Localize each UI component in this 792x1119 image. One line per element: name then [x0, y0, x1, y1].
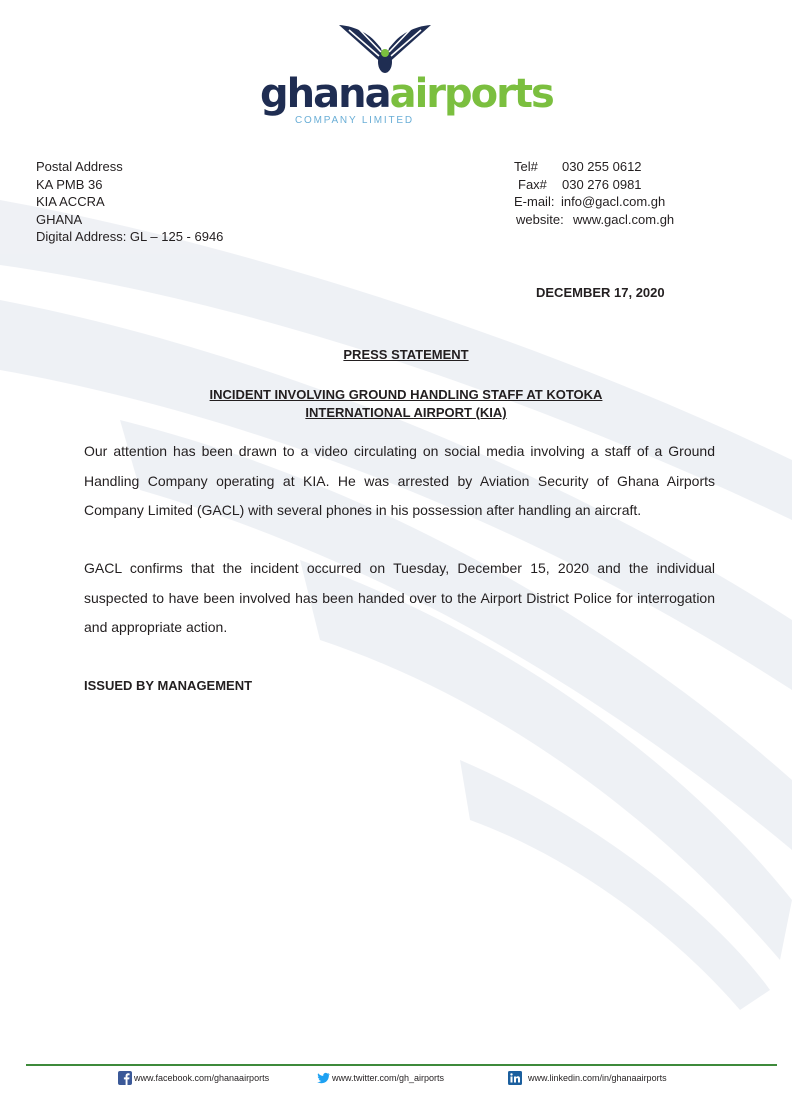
tel-value: 030 255 0612 — [562, 159, 642, 174]
statement-date: DECEMBER 17, 2020 — [536, 285, 665, 300]
statement-title-line-1: INCIDENT INVOLVING GROUND HANDLING STAFF AT KOTOKA — [209, 387, 603, 402]
statement-title-line-2: INTERNATIONAL AIRPORT (KIA) — [305, 405, 507, 420]
press-statement-heading: PRESS STATEMENT — [343, 347, 469, 362]
footer-divider — [26, 1064, 777, 1066]
twitter-url: www.twitter.com/gh_airports — [332, 1073, 445, 1083]
email-label: E-mail: — [514, 194, 555, 210]
linkedin-link[interactable] — [508, 1071, 667, 1085]
statement-title — [0, 386, 792, 422]
digital-address: Digital Address: GL – 125 - 6946 — [36, 229, 224, 245]
issued-by: ISSUED BY MANAGEMENT — [84, 678, 253, 693]
tel-label: Tel# — [514, 159, 538, 174]
contact-block — [514, 158, 674, 228]
postal-city: KIA ACCRA — [36, 194, 105, 210]
postal-address-block — [36, 158, 223, 246]
email-row — [514, 193, 674, 211]
logo-word-ghana: ghana — [260, 71, 390, 117]
postal-address-label: Postal Address — [36, 159, 123, 174]
logo-subtitle: COMPANY LIMITED — [295, 115, 414, 126]
website-label: website: — [516, 211, 564, 227]
email-link[interactable]: info@gacl.com.gh — [561, 194, 666, 210]
tel-row — [514, 158, 674, 176]
linkedin-icon — [508, 1071, 522, 1085]
website-row — [514, 211, 674, 229]
postal-box: KA PMB 36 — [36, 176, 103, 192]
website-link[interactable]: www.gacl.com.gh — [573, 211, 675, 227]
fax-label: Fax# — [518, 176, 547, 192]
linkedin-url: www.linkedin.com/in/ghanaairports — [528, 1073, 667, 1083]
body-paragraph-2: GACL confirms that the incident occurred on Tuesday, December 15, 2020 and the individual suspected to have been involved has been handed over to the Airport District Police for interrogation and appropriate action. — [84, 560, 715, 635]
facebook-url: www.facebook.com/ghanaairports — [134, 1073, 270, 1083]
company-logo — [255, 22, 553, 130]
postal-country: GHANA — [36, 211, 83, 227]
facebook-link[interactable] — [118, 1071, 269, 1085]
facebook-icon — [118, 1071, 132, 1085]
fax-row — [514, 176, 674, 194]
twitter-icon — [316, 1071, 330, 1085]
twitter-link[interactable] — [316, 1071, 444, 1085]
logo-wordmark — [260, 71, 553, 117]
fax-value: 030 276 0981 — [562, 176, 642, 192]
body-paragraph-1: Our attention has been drawn to a video circulating on social media involving a staff of a Ground Handling Company operating at KIA. He was arrested by Aviation Security of Ghana Airports Company Limited (GACL) with several phones in his possession after handling an aircraft. — [84, 443, 715, 518]
logo-word-airports: airports — [389, 71, 553, 117]
